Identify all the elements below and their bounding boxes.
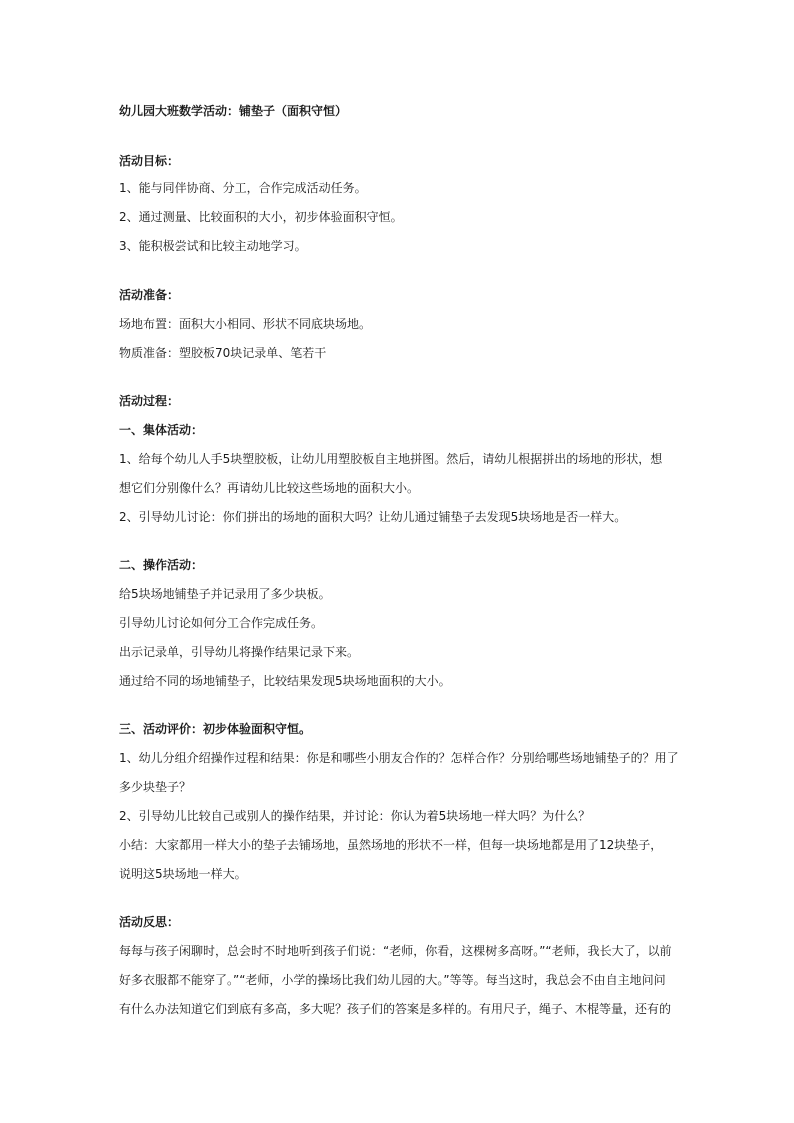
part2-line: 出示记录单，引导幼儿将操作结果记录下来。 [119, 645, 360, 659]
part3-heading: 三、活动评价：初步体验面积守恒。 [119, 722, 312, 736]
part3-line: 说明这5块场地一样大。 [119, 867, 247, 881]
part3-line: 小结：大家都用一样大小的垫子去铺场地，虽然场地的形状不一样，但每一块场地都是用了12块垫子， [119, 838, 663, 852]
prep-heading: 活动准备： [119, 288, 180, 302]
goal-item: 2、通过测量、比较面积的大小，初步体验面积守恒。 [119, 210, 403, 224]
reflection-line: 每每与孩子闲聊时，总会时不时地听到孩子们说：“老师，你看，这棵树多高呀。”“老师，我长大了，以前 [119, 944, 672, 958]
part2-line: 给5块场地铺垫子并记录用了多少块板。 [119, 587, 331, 601]
goal-item: 3、能积极尝试和比较主动地学习。 [119, 239, 307, 253]
goals-heading: 活动目标： [119, 154, 180, 168]
part2-line: 通过给不同的场地铺垫子，比较结果发现5块场地面积的大小。 [119, 674, 451, 688]
part3-line: 多少块垫子？ [119, 780, 192, 794]
part1-line: 想它们分别像什么？再请幼儿比较这些场地的面积大小。 [119, 481, 420, 495]
document-title: 幼儿园大班数学活动：铺垫子（面积守恒） [119, 104, 348, 118]
process-heading: 活动过程： [119, 394, 180, 408]
reflection-line: 好多衣服都不能穿了。”“老师，小学的操场比我们幼儿园的大。”等等。每当这时，我总会不由自主地问问 [119, 973, 666, 987]
prep-item: 场地布置：面积大小相同、形状不同底块场地。 [119, 317, 372, 331]
part2-line: 引导幼儿讨论如何分工合作完成任务。 [119, 616, 324, 630]
reflection-heading: 活动反思： [119, 915, 180, 929]
part3-line: 2、引导幼儿比较自己或别人的操作结果，并讨论：你认为着5块场地一样大吗？为什么？ [119, 809, 591, 823]
part1-line: 1、给每个幼儿人手5块塑胶板，让幼儿用塑胶板自主地拼图。然后，请幼儿根据拼出的场地的形状，想 [119, 452, 663, 466]
reflection-line: 有什么办法知道它们到底有多高，多大呢？孩子们的答案是多样的。有用尺子，绳子、木棍等量，还有的 [119, 1002, 672, 1016]
part1-line: 2、引导幼儿讨论：你们拼出的场地的面积大吗？让幼儿通过铺垫子去发现5块场地是否一样大。 [119, 510, 627, 524]
part1-heading: 一、集体活动： [119, 423, 204, 437]
part3-line: 1、幼儿分组介绍操作过程和结果：你是和哪些小朋友合作的？怎样合作？分别给哪些场地铺垫子的？用了 [119, 751, 679, 765]
part2-heading: 二、操作活动： [119, 558, 204, 572]
goal-item: 1、能与同伴协商、分工，合作完成活动任务。 [119, 181, 367, 195]
prep-item: 物质准备：塑胶板70块记录单、笔若干 [119, 346, 327, 360]
